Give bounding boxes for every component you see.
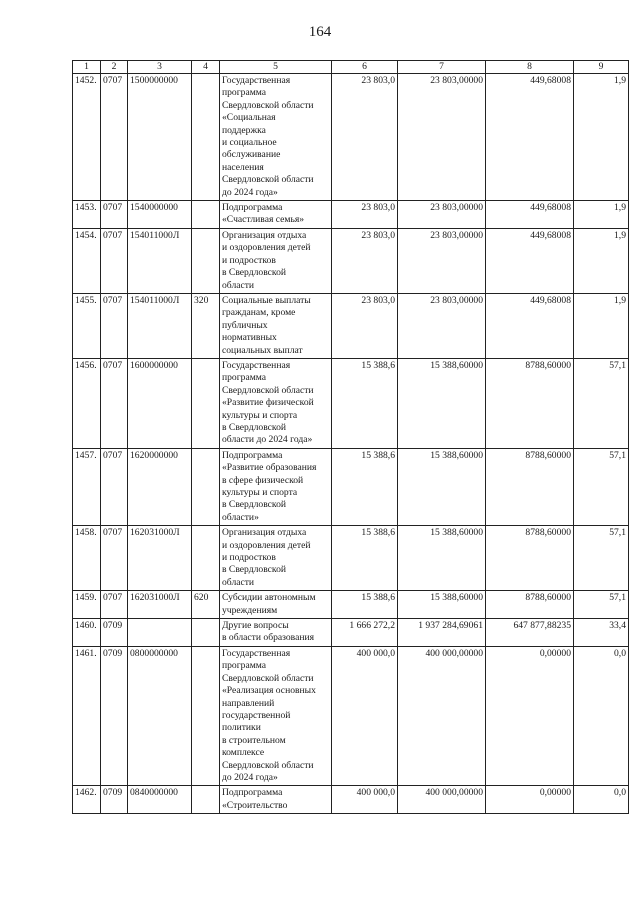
column-header: 9 [574,61,629,74]
target-code-cell: 1500000000 [128,74,192,201]
item-name-cell: Субсидии автономным учреждениям [220,591,332,619]
table-row [73,293,629,358]
amount-cell: 400 000,0 [332,786,398,814]
target-code-cell: 154011000Л [128,228,192,293]
item-name-cell: Государственная программа Свердловской области «Развитие физической культуры и спорта в Свердловской области до 2024 года» [220,358,332,448]
amount-cell: 1 666 272,2 [332,619,398,647]
target-code-cell: 0840000000 [128,786,192,814]
section-code-cell: 0707 [101,228,128,293]
percent-cell: 57,1 [574,358,629,448]
row-number-cell: 1452. [73,74,101,201]
section-code-cell: 0707 [101,74,128,201]
amount-cell: 449,68008 [486,293,574,358]
row-number-cell: 1460. [73,619,101,647]
target-code-cell: 0800000000 [128,646,192,785]
item-name-cell: Подпрограмма «Строительство [220,786,332,814]
table-row [73,201,629,229]
amount-cell: 400 000,00000 [398,786,486,814]
expense-type-cell: 620 [192,591,220,619]
expense-type-cell [192,74,220,201]
amount-cell: 449,68008 [486,74,574,201]
amount-cell: 8788,60000 [486,526,574,591]
table-row [73,358,629,448]
target-code-cell: 162031000Л [128,526,192,591]
item-name-cell: Организация отдыха и оздоровления детей и подростков в Свердловской области [220,526,332,591]
column-header: 6 [332,61,398,74]
item-name-cell: Государственная программа Свердловской области «Социальная поддержка и социальное обслуживание населения Свердловской области до 2024 года» [220,74,332,201]
section-code-cell: 0707 [101,448,128,525]
expense-type-cell [192,358,220,448]
column-header: 8 [486,61,574,74]
budget-table [72,60,629,814]
expense-type-cell [192,201,220,229]
target-code-cell: 1600000000 [128,358,192,448]
table-row [73,786,629,814]
item-name-cell: Организация отдыха и оздоровления детей и подростков в Свердловской области [220,228,332,293]
item-name-cell: Государственная программа Свердловской области «Реализация основных направлений государственной политики в строительном комплексе Свердловской области до 2024 года» [220,646,332,785]
amount-cell: 23 803,00000 [398,74,486,201]
section-code-cell: 0707 [101,591,128,619]
amount-cell: 400 000,0 [332,646,398,785]
expense-type-cell [192,228,220,293]
section-code-cell: 0707 [101,201,128,229]
table-row [73,619,629,647]
percent-cell: 1,9 [574,228,629,293]
section-code-cell: 0707 [101,358,128,448]
row-number-cell: 1455. [73,293,101,358]
header-row [73,61,629,74]
target-code-cell: 1620000000 [128,448,192,525]
percent-cell: 33,4 [574,619,629,647]
amount-cell: 23 803,00000 [398,293,486,358]
amount-cell: 15 388,60000 [398,591,486,619]
column-header: 1 [73,61,101,74]
expense-type-cell [192,786,220,814]
target-code-cell: 1540000000 [128,201,192,229]
expense-type-cell [192,448,220,525]
item-name-cell: Социальные выплаты гражданам, кроме публичных нормативных социальных выплат [220,293,332,358]
table-row [73,74,629,201]
percent-cell: 1,9 [574,201,629,229]
amount-cell: 0,00000 [486,786,574,814]
target-code-cell: 154011000Л [128,293,192,358]
amount-cell: 23 803,00000 [398,201,486,229]
section-code-cell: 0709 [101,646,128,785]
amount-cell: 449,68008 [486,201,574,229]
amount-cell: 647 877,88235 [486,619,574,647]
percent-cell: 0,0 [574,786,629,814]
expense-type-cell: 320 [192,293,220,358]
percent-cell: 57,1 [574,526,629,591]
row-number-cell: 1456. [73,358,101,448]
percent-cell: 1,9 [574,293,629,358]
expense-type-cell [192,619,220,647]
amount-cell: 8788,60000 [486,448,574,525]
amount-cell: 23 803,0 [332,293,398,358]
section-code-cell: 0709 [101,619,128,647]
target-code-cell: 162031000Л [128,591,192,619]
table-row [73,646,629,785]
target-code-cell [128,619,192,647]
section-code-cell: 0709 [101,786,128,814]
expense-type-cell [192,526,220,591]
percent-cell: 1,9 [574,74,629,201]
column-header: 7 [398,61,486,74]
amount-cell: 15 388,6 [332,448,398,525]
amount-cell: 449,68008 [486,228,574,293]
row-number-cell: 1462. [73,786,101,814]
item-name-cell: Другие вопросы в области образования [220,619,332,647]
amount-cell: 15 388,60000 [398,448,486,525]
amount-cell: 15 388,60000 [398,526,486,591]
percent-cell: 57,1 [574,591,629,619]
table-row [73,448,629,525]
item-name-cell: Подпрограмма «Счастливая семья» [220,201,332,229]
amount-cell: 23 803,0 [332,74,398,201]
amount-cell: 15 388,6 [332,358,398,448]
amount-cell: 0,00000 [486,646,574,785]
amount-cell: 15 388,60000 [398,358,486,448]
amount-cell: 15 388,6 [332,526,398,591]
column-header: 4 [192,61,220,74]
table-row [73,591,629,619]
row-number-cell: 1459. [73,591,101,619]
percent-cell: 0,0 [574,646,629,785]
table-row [73,228,629,293]
row-number-cell: 1454. [73,228,101,293]
percent-cell: 57,1 [574,448,629,525]
amount-cell: 8788,60000 [486,358,574,448]
amount-cell: 1 937 284,69061 [398,619,486,647]
row-number-cell: 1458. [73,526,101,591]
section-code-cell: 0707 [101,293,128,358]
row-number-cell: 1453. [73,201,101,229]
section-code-cell: 0707 [101,526,128,591]
amount-cell: 8788,60000 [486,591,574,619]
row-number-cell: 1457. [73,448,101,525]
row-number-cell: 1461. [73,646,101,785]
column-header: 3 [128,61,192,74]
amount-cell: 15 388,6 [332,591,398,619]
column-header: 2 [101,61,128,74]
column-header: 5 [220,61,332,74]
page-number: 164 [308,24,332,40]
amount-cell: 23 803,0 [332,228,398,293]
expense-type-cell [192,646,220,785]
amount-cell: 400 000,00000 [398,646,486,785]
table-row [73,526,629,591]
amount-cell: 23 803,00000 [398,228,486,293]
item-name-cell: Подпрограмма «Развитие образования в сфере физической культуры и спорта в Свердловской области» [220,448,332,525]
amount-cell: 23 803,0 [332,201,398,229]
